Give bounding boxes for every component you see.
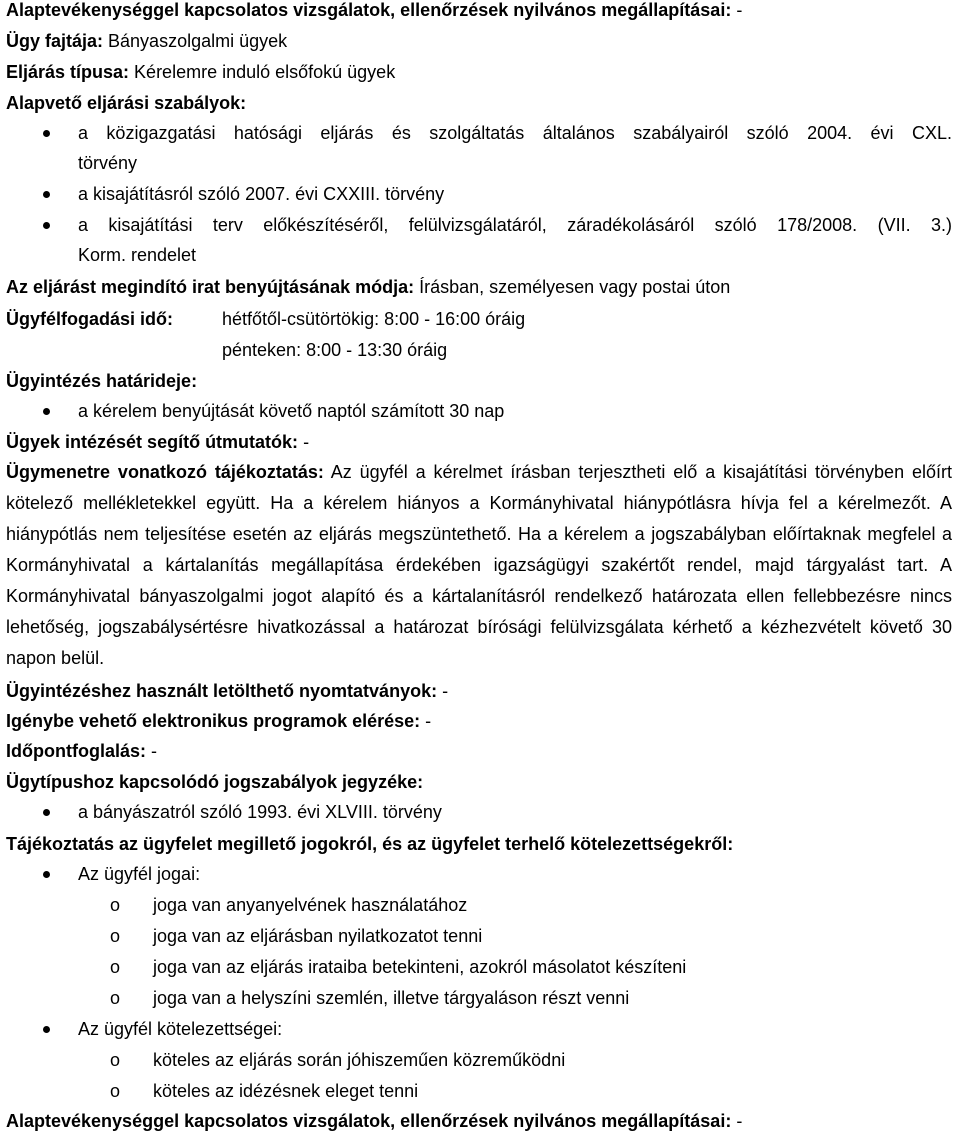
rights-heading: Tájékoztatás az ügyfelet megillető jogokról, és az ügyfelet terhelő kötelezettségekről: (6, 834, 734, 854)
footer-findings-value: - (731, 1111, 743, 1131)
case-type-label: Ügy fajtája: (6, 31, 104, 51)
process-label: Ügymenetre vonatkozó tájékoztatás: (6, 462, 324, 482)
right-item-3: joga van az eljárás irataiba betekinteni, azokról másolatot készíteni (153, 957, 687, 977)
process-text: Az ügyfél a kérelmet írásban terjesztheti elő a kisajátítási törvényben előírt kötelező mellékletekkel együtt. Ha a kérelem hiányos a Kormányhivatal hiánypótlásra hívja fel a kérelmezőt. A hiánypótlás nem teljesítése esetén az eljárás megszüntethető. Ha a kérelem a jogszabályban előírtaknak megfelel a Kormányhivatal a kártalanítás megállapítása érdekében igazságügyi szakértőt rendel, majd tárgyalást tart. A Kormányhivatal bányaszolgalmi jogot alapító és a kártalanításról rendelkező határozata ellen fellebbezésre nincs lehetőség, jogszabálysértésre hivatkozással a határozat bírósági felülvizsgálata kérhető a kézhezvételt követő 30 napon belül. (6, 462, 952, 668)
list-item (0, 182, 952, 206)
list-item (0, 800, 952, 824)
circle-bullet-icon: o (110, 988, 121, 1008)
office-hours-line (6, 307, 952, 331)
case-type-line (6, 29, 952, 53)
circle-bullet-icon: o (110, 1050, 121, 1070)
right-item-4: joga van a helyszíni szemlén, illetve tárgyaláson részt venni (153, 988, 630, 1008)
guides-label: Ügyek intézését segítő útmutatók: (6, 432, 299, 452)
bullet-icon (43, 809, 50, 816)
deadline-item: a kérelem benyújtását követő naptól számított 30 nap (78, 401, 505, 421)
sub-list-item (0, 986, 952, 1010)
guides-line (6, 430, 952, 454)
booking-value: - (145, 741, 157, 761)
bullet-icon (43, 1026, 50, 1033)
law-item: a bányászatról szóló 1993. évi XLVIII. törvény (78, 802, 442, 822)
right-item-1: joga van anyanyelvének használatához (153, 895, 468, 915)
rule-item-1-line-2: törvény (78, 153, 138, 173)
circle-bullet-icon: o (110, 957, 121, 977)
deadline-heading: Ügyintézés határideje: (6, 371, 198, 391)
bullet-icon (43, 130, 50, 137)
findings-value: - (731, 0, 743, 20)
list-item (0, 1017, 952, 1041)
eprograms-line (6, 709, 952, 733)
list-item-continuation (0, 151, 952, 175)
office-hours-friday: pénteken: 8:00 - 13:30 óráig (222, 340, 448, 360)
booking-label: Időpontfoglalás: (6, 741, 146, 761)
rule-item-1-line-1: a közigazgatási hatósági eljárás és szolgáltatás általános szabályairól szóló 2004. évi CXL. (78, 123, 952, 143)
office-hours-friday-line (6, 338, 952, 362)
office-hours-mon-thu: hétfőtől-csütörtökig: 8:00 - 16:00 óráig (222, 309, 526, 329)
findings-line (6, 0, 952, 22)
sub-list-item (0, 955, 952, 979)
right-item-2: joga van az eljárásban nyilatkozatot tenni (153, 926, 483, 946)
procedure-type-label: Eljárás típusa: (6, 62, 130, 82)
rule-item-3-line-2: Korm. rendelet (78, 245, 197, 265)
submission-value: Írásban, személyesen vagy postai úton (414, 277, 731, 297)
forms-label: Ügyintézéshez használt letölthető nyomtatványok: (6, 681, 438, 701)
bullet-icon (43, 191, 50, 198)
findings-label: Alaptevékenységgel kapcsolatos vizsgálatok, ellenőrzések nyilvános megállapításai: (6, 0, 732, 20)
booking-line (6, 739, 952, 763)
guides-value: - (298, 432, 310, 452)
list-item (0, 213, 952, 237)
office-hours-label: Ügyfélfogadási idő: (6, 309, 174, 329)
procedure-type-value: Kérelemre induló elsőfokú ügyek (129, 62, 396, 82)
case-type-value: Bányaszolgalmi ügyek (103, 31, 288, 51)
eprograms-label: Igénybe vehető elektronikus programok elérése: (6, 711, 421, 731)
circle-bullet-icon: o (110, 1081, 121, 1101)
eprograms-value: - (420, 711, 432, 731)
rule-item-3-line-1: a kisajátítási terv előkészítéséről, felülvizsgálatáról, záradékolásáról szóló 178/2008. (VII. 3.) (78, 215, 952, 235)
rule-item-2: a kisajátításról szóló 2007. évi CXXIII. törvény (78, 184, 445, 204)
rights-subheading: Az ügyfél jogai: (78, 864, 201, 884)
submission-label: Az eljárást megindító irat benyújtásának módja: (6, 277, 415, 297)
bullet-icon (43, 408, 50, 415)
footer-findings-line (6, 1109, 952, 1133)
circle-bullet-icon: o (110, 895, 121, 915)
duty-item-2: köteles az idézésnek eleget tenni (153, 1081, 419, 1101)
list-item (0, 121, 952, 145)
list-item (0, 862, 952, 886)
laws-heading: Ügytípushoz kapcsolódó jogszabályok jegyzéke: (6, 772, 424, 792)
sub-list-item (0, 1079, 952, 1103)
duties-subheading: Az ügyfél kötelezettségei: (78, 1019, 283, 1039)
bullet-icon (43, 222, 50, 229)
sub-list-item (0, 893, 952, 917)
list-item-continuation (0, 243, 952, 267)
forms-line (6, 679, 952, 703)
submission-line (6, 275, 952, 299)
bullet-icon (43, 871, 50, 878)
duty-item-1: köteles az eljárás során jóhiszeműen közreműködni (153, 1050, 566, 1070)
sub-list-item (0, 924, 952, 948)
list-item (0, 399, 952, 423)
sub-list-item (0, 1048, 952, 1072)
procedure-type-line (6, 60, 952, 84)
footer-findings-label: Alaptevékenységgel kapcsolatos vizsgálatok, ellenőrzések nyilvános megállapításai: (6, 1111, 732, 1131)
basic-rules-heading: Alapvető eljárási szabályok: (6, 93, 247, 113)
forms-value: - (437, 681, 449, 701)
process-paragraph (6, 457, 952, 674)
circle-bullet-icon: o (110, 926, 121, 946)
